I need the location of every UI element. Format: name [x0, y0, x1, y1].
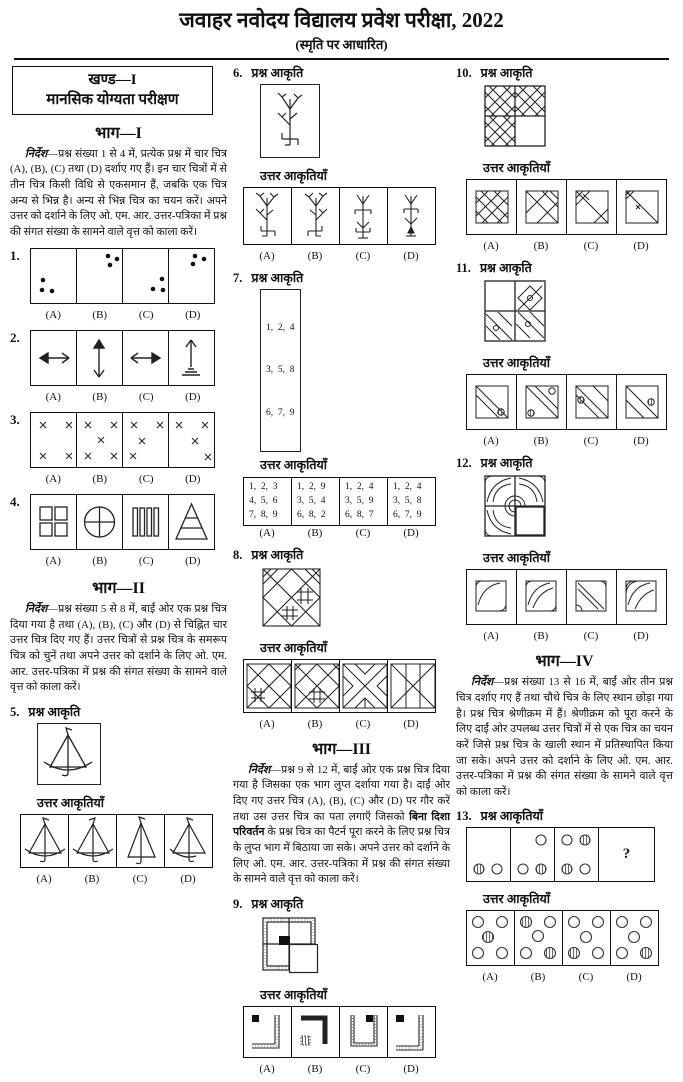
option-label-b: (B) — [307, 1062, 323, 1075]
question-9 — [233, 895, 450, 1075]
question-8 — [233, 546, 450, 730]
question-figure-label: प्रश्न आकृति — [480, 66, 533, 80]
q3-option-a-figure — [31, 413, 76, 467]
q13-problem-figure-2 — [510, 828, 554, 881]
q12-question-figure — [483, 474, 549, 540]
q9-option-b-figure — [291, 1007, 339, 1057]
question-6-number: 6. — [233, 66, 243, 80]
option-label-a: (A) — [482, 971, 498, 984]
option-label-d: (D) — [185, 554, 201, 567]
q10-option-labels — [466, 240, 666, 252]
option-label-b: (B) — [533, 240, 549, 252]
q4-option-a-figure — [31, 495, 76, 549]
question-figure-label: प्रश्न आकृति — [251, 271, 304, 285]
question-5 — [10, 703, 227, 885]
q4-option-d-figure — [168, 495, 214, 549]
answer-figures-label: उत्तर आकृतियाँ — [260, 640, 327, 655]
q7-option-b-figure: 1, 2, 9 3, 5, 4 6, 8, 2 — [291, 478, 339, 525]
part4-directions: निर्देश—प्रश्न संख्या 13 से 16 में, बाईं ओर तीन प्रश्न चित्र दर्शाए गए हैं तथा चौथे चित्र के लिए स्थान छोड़ा गया है। प्रश्न चित्र श्रेणीक्रम में हैं। श्रेणीक्रम को पूरा करने के लिए दाईं ओर उपलब्ध उत्तर चित्रों में से एक चित्र का चयन करें जिसे प्रश्न चित्र के खाली स्थान में प्रतिस्थापित किया जा सके। अपने उत्तर को दर्शाने के लिए ओ. एम. आर. उत्तर-पत्रिका में प्रश्न की संगत संख्या के सामने वाले वृत्त को काला करें। — [456, 676, 673, 798]
answer-figures-label: उत्तर आकृतियाँ — [37, 795, 104, 810]
option-label-b: (B) — [92, 472, 108, 485]
question-13 — [456, 807, 673, 983]
q7-option-c-figure: 1, 2, 4 3, 5, 9 6, 8, 7 — [339, 478, 387, 525]
option-label-c: (C) — [355, 250, 371, 262]
option-label-b: (B) — [530, 971, 546, 984]
question-9-number: 9. — [233, 896, 243, 911]
option-label-a: (A) — [45, 390, 61, 403]
answer-figures-label: उत्तर आकृतियाँ — [260, 987, 327, 1002]
option-label-d: (D) — [633, 240, 649, 252]
q7-option-d-figure: 1, 2, 4 3, 5, 8 6, 7, 9 — [387, 478, 435, 525]
option-label-d: (D) — [185, 308, 201, 321]
question-10-head — [456, 64, 673, 81]
q13-problem-figure-3 — [554, 828, 598, 881]
q12-option-a-figure — [467, 570, 516, 624]
option-label-a: (A) — [259, 1062, 275, 1075]
part3-directions: निर्देश—प्रश्न 9 से 12 में, बाईं ओर एक प्रश्न चित्र दिया गया है जिसका एक भाग लुप्त दर्शाया गया है। दाईं ओर दिए गए उत्तर चित्र (A), (B), (C) और (D) पर गौर करें तथा उस उत्तर चित्र का पता लगाएँ जिसको बिना दिशा परिवर्तन के प्रश्न चित्र का पैटर्न पूरा करने के लिए प्रश्न चित्र के लुप्त भाग में बिठाया जा सके। अपने उत्तर को दर्शाने के लिए ओ. एम. आर. उत्तर-पत्रिका में प्रश्न की संगत संख्या के सामने वाले वृत्त को काला करें। — [233, 763, 450, 886]
q11-option-b-figure — [516, 375, 566, 429]
option-label-c: (C) — [355, 1062, 371, 1075]
q7-option-strip — [243, 477, 436, 526]
q10-option-a-figure — [467, 180, 516, 234]
option-label-c: (C) — [583, 240, 599, 252]
q11-option-d-figure — [616, 375, 666, 429]
q2-option-b-figure — [76, 331, 122, 385]
q4-option-labels — [30, 555, 216, 567]
q8-option-c-figure — [339, 660, 387, 712]
part3-heading: भाग—III — [311, 740, 372, 758]
question-3 — [10, 412, 227, 485]
q1-option-strip — [30, 248, 215, 304]
q13-option-strip — [466, 910, 659, 966]
question-10-number: 10. — [456, 66, 472, 80]
option-label-b: (B) — [92, 390, 108, 403]
q1-option-d-figure — [168, 249, 214, 303]
question-4-number: 4. — [10, 493, 20, 509]
question-9-head — [233, 895, 450, 912]
q5-option-c-figure — [116, 815, 164, 867]
question-6 — [233, 64, 450, 262]
option-label-a: (A) — [259, 717, 275, 730]
option-label-d: (D) — [185, 472, 201, 485]
question-4 — [10, 494, 227, 567]
question-figure-label: प्रश्न आकृति — [251, 547, 304, 562]
content-columns — [0, 64, 683, 1082]
option-label-d: (D) — [403, 250, 419, 262]
part4-heading: भाग—IV — [535, 653, 594, 670]
option-label-c: (C) — [132, 872, 148, 885]
part1-heading: भाग—I — [95, 124, 142, 142]
question-7-head — [233, 269, 450, 286]
q6-option-labels — [243, 250, 435, 262]
q2-option-strip — [30, 330, 215, 386]
q8-question-figure — [260, 566, 324, 630]
option-label-d: (D) — [403, 526, 419, 539]
q13-problem-figure-1 — [467, 828, 510, 881]
q13-option-b-figure — [514, 911, 562, 965]
option-label-a: (A) — [45, 308, 61, 321]
option-label-a: (A) — [259, 526, 275, 539]
q9-option-a-figure — [244, 1007, 291, 1057]
option-label-c: (C) — [138, 308, 154, 321]
option-label-b: (B) — [307, 526, 323, 539]
question-12-head — [456, 454, 673, 471]
q3-option-b-figure — [76, 413, 122, 467]
q12-option-d-figure — [616, 570, 666, 624]
question-12 — [456, 454, 673, 642]
column-left — [10, 64, 227, 1082]
section-line2: मानसिक योग्यता परीक्षण — [46, 92, 179, 109]
option-label-a: (A) — [45, 472, 61, 485]
q5-option-b-figure — [68, 815, 116, 867]
question-2-number: 2. — [10, 329, 20, 345]
q3-option-labels — [30, 473, 216, 485]
option-label-b: (B) — [533, 435, 549, 447]
option-label-c: (C) — [138, 472, 154, 485]
option-label-c: (C) — [355, 717, 371, 730]
q7-question-figure: 1, 2, 4 3, 5, 8 6, 7, 9 — [260, 289, 301, 452]
q5-option-labels — [20, 873, 212, 885]
q6-question-figure — [260, 84, 320, 158]
page-subtitle: (स्मृति पर आधारित) — [295, 37, 388, 52]
column-right — [456, 64, 673, 1082]
q8-option-strip — [243, 659, 436, 713]
q12-option-labels — [466, 630, 666, 642]
question-12-number: 12. — [456, 456, 472, 470]
section-line1: खण्ड—I — [88, 72, 137, 88]
option-label-c: (C) — [138, 554, 154, 567]
answer-figures-label: उत्तर आकृतियाँ — [483, 892, 550, 907]
q5-option-strip — [20, 814, 213, 868]
question-figure-label: प्रश्न आकृति — [28, 704, 81, 719]
q11-option-strip — [466, 374, 667, 430]
question-11 — [456, 259, 673, 447]
q6-option-d-figure — [387, 188, 435, 244]
q13-problem-figure-4 — [598, 828, 654, 881]
question-5-number: 5. — [10, 704, 20, 719]
option-label-c: (C) — [138, 390, 154, 403]
part2-directions: निर्देश—प्रश्न संख्या 5 से 8 में, बाईं ओर एक प्रश्न चित्र दिया गया है तथा (A), (B), (C) और (D) से चिह्नित चार उत्तर चित्र दिए गए हैं। उत्तर चित्रों से प्रश्न चित्र के समरूप चित्र को चुनें तथा अपने उत्तर को दर्शाने के लिए ओ. एम. आर. उत्तर-पत्रिका में प्रश्न की संगत संख्या के सामने वाले वृत्त को काला करें। — [10, 602, 227, 694]
question-figure-label: प्रश्न आकृति — [251, 66, 304, 80]
question-2 — [10, 330, 227, 403]
q13-option-d-figure — [610, 911, 658, 965]
option-label-a: (A) — [483, 630, 499, 642]
question-13-number: 13. — [456, 809, 472, 824]
q9-option-c-figure — [339, 1007, 387, 1057]
option-label-b: (B) — [533, 630, 549, 642]
q9-question-figure — [260, 915, 326, 977]
q6-option-c-figure — [339, 188, 387, 244]
option-label-a: (A) — [259, 250, 275, 262]
q11-option-a-figure — [467, 375, 516, 429]
header-divider — [14, 58, 669, 60]
part1-directions: निर्देश—प्रश्न संख्या 1 से 4 में, प्रत्येक प्रश्न में चार चित्र (A), (B), (C) तथा (D) दर्शाए गए हैं। इन चार चित्रों में से तीन चित्र किसी विधि से एकसमान हैं, जबकि एक चित्र अन्य से भिन्न है। अन्य से भिन्न चित्र का चयन करें। अपने उत्तर को दर्शाने के लिए ओ. एम. आर. उत्तर-पत्रिका में प्रश्न की संगत संख्या के सामने वाले वृत्त को काला करें। — [10, 147, 227, 238]
q10-option-d-figure — [616, 180, 666, 234]
option-label-b: (B) — [307, 250, 323, 262]
q9-option-labels — [243, 1063, 435, 1075]
q1-option-labels — [30, 309, 216, 321]
q6-option-strip — [243, 187, 436, 245]
option-label-c: (C) — [578, 971, 594, 984]
q12-option-b-figure — [516, 570, 566, 624]
q8-option-labels — [243, 718, 435, 730]
option-label-c: (C) — [583, 435, 599, 447]
option-label-d: (D) — [185, 390, 201, 403]
answer-figures-label: उत्तर आकृतियाँ — [260, 457, 327, 472]
q1-option-c-figure — [122, 249, 168, 303]
option-label-c: (C) — [583, 630, 599, 642]
section-box — [12, 66, 213, 115]
question-11-head — [456, 259, 673, 276]
q4-option-strip — [30, 494, 215, 550]
q3-option-strip — [30, 412, 215, 468]
q10-option-c-figure — [566, 180, 616, 234]
q13-option-c-figure — [562, 911, 610, 965]
option-label-b: (B) — [92, 308, 108, 321]
question-figures-label: प्रश्न आकृतियाँ — [480, 809, 543, 824]
option-label-d: (D) — [633, 630, 649, 642]
option-label-d: (D) — [633, 435, 649, 447]
answer-figures-label: उत्तर आकृतियाँ — [483, 551, 550, 565]
q9-option-strip — [243, 1006, 436, 1058]
question-figure-label: प्रश्न आकृति — [479, 261, 532, 275]
option-label-d: (D) — [403, 1062, 419, 1075]
q13-option-labels — [466, 971, 658, 983]
option-label-d: (D) — [626, 971, 642, 984]
question-1 — [10, 248, 227, 321]
q6-option-b-figure — [291, 188, 339, 244]
question-8-head — [233, 546, 450, 563]
q10-option-strip — [466, 179, 667, 235]
q3-option-c-figure — [122, 413, 168, 467]
q2-option-labels — [30, 391, 216, 403]
option-label-d: (D) — [180, 872, 196, 885]
q11-question-figure — [483, 279, 549, 345]
question-11-number: 11. — [456, 261, 471, 275]
question-1-number: 1. — [10, 247, 20, 263]
option-label-d: (D) — [403, 717, 419, 730]
q8-option-b-figure — [291, 660, 339, 712]
answer-figures-label: उत्तर आकृतियाँ — [483, 161, 550, 175]
q6-option-a-figure — [244, 188, 291, 244]
question-figure-label: प्रश्न आकृति — [480, 456, 533, 470]
question-8-number: 8. — [233, 547, 243, 562]
q11-option-c-figure — [566, 375, 616, 429]
question-3-number: 3. — [10, 411, 20, 427]
q12-option-c-figure — [566, 570, 616, 624]
part2-heading: भाग—II — [92, 579, 145, 597]
option-label-a: (A) — [483, 435, 499, 447]
q10-question-figure — [483, 84, 549, 150]
option-label-c: (C) — [355, 526, 371, 539]
q2-option-c-figure — [122, 331, 168, 385]
question-5-head — [10, 703, 227, 720]
q5-option-d-figure — [164, 815, 212, 867]
column-middle — [233, 64, 450, 1082]
q3-option-d-figure — [168, 413, 214, 467]
q13-question-strip — [466, 827, 655, 882]
q8-option-d-figure — [387, 660, 435, 712]
question-6-head — [233, 64, 450, 81]
q2-option-a-figure — [31, 331, 76, 385]
question-figure-label: प्रश्न आकृति — [251, 896, 304, 911]
option-label-b: (B) — [307, 717, 323, 730]
q9-option-d-figure — [387, 1007, 435, 1057]
option-label-b: (B) — [84, 872, 100, 885]
q10-option-b-figure — [516, 180, 566, 234]
q4-option-b-figure — [76, 495, 122, 549]
q1-option-b-figure — [76, 249, 122, 303]
q7-option-labels — [243, 527, 435, 539]
question-13-head — [456, 807, 673, 824]
q11-option-labels — [466, 435, 666, 447]
question-mark: ? — [622, 846, 631, 863]
option-label-a: (A) — [36, 872, 52, 885]
answer-figures-label: उत्तर आकृतियाँ — [483, 356, 550, 370]
question-7-number: 7. — [233, 271, 243, 285]
q2-option-d-figure — [168, 331, 214, 385]
option-label-a: (A) — [45, 554, 61, 567]
q4-option-c-figure — [122, 495, 168, 549]
q5-option-a-figure — [21, 815, 68, 867]
q13-option-a-figure — [467, 911, 514, 965]
question-10 — [456, 64, 673, 252]
page-title: जवाहर नवोदय विद्यालय प्रवेश परीक्षा, 2022 — [179, 8, 504, 32]
q7-option-a-figure: 1, 2, 3 4, 5, 6 7, 8, 9 — [244, 478, 291, 525]
q5-question-figure — [37, 723, 101, 785]
q8-option-a-figure — [244, 660, 291, 712]
q1-option-a-figure — [31, 249, 76, 303]
q12-option-strip — [466, 569, 667, 625]
option-label-a: (A) — [483, 240, 499, 252]
answer-figures-label: उत्तर आकृतियाँ — [260, 169, 327, 183]
question-7 — [233, 269, 450, 539]
option-label-b: (B) — [92, 554, 108, 567]
